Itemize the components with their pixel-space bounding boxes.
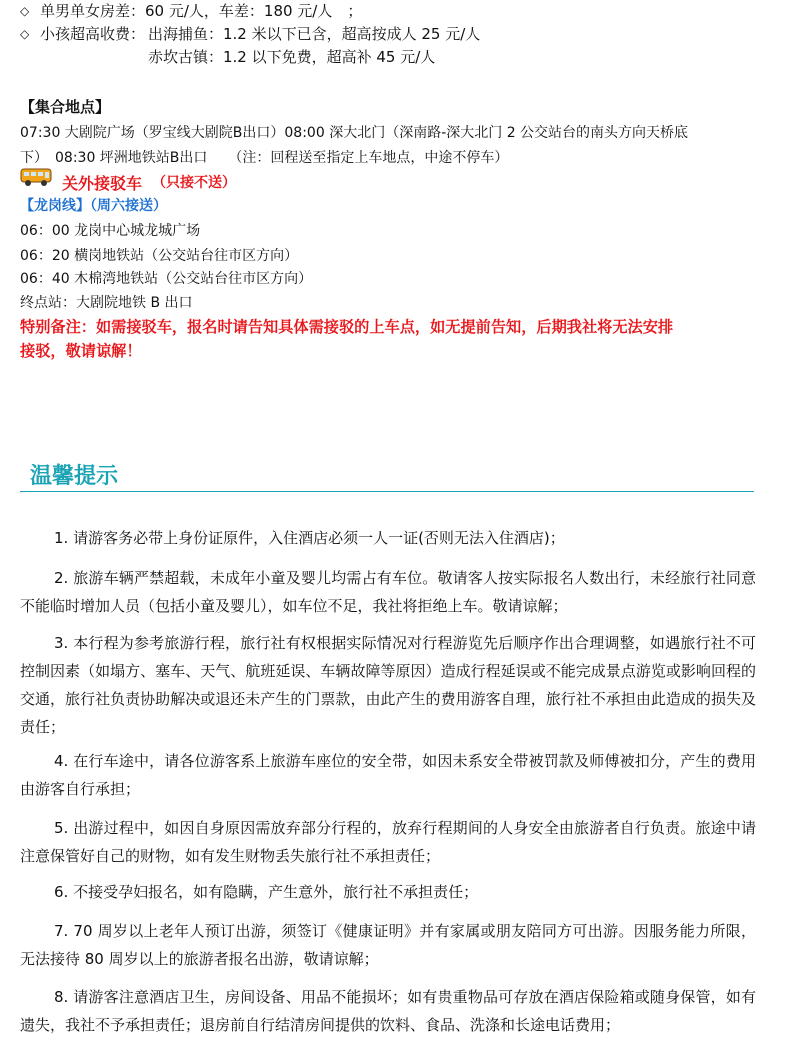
- tip-item: 3. 本行程为参考旅游行程，旅行社有权根据实际情况对行程游览先后顺序作出合理调整，如遇旅行社不可控制因素（如塌方、塞车、天气、航班延误、车辆故障等原因）造成行程延误或不能完成景点游览或影响回程的交通，旅行社负责协助解决或退还未产生的门票款，由此产生的费用游客自理，旅行社不承担由此造成的损失及责任；: [20, 634, 756, 736]
- tip-item: 4. 在行车途中，请各位游客系上旅游车座位的安全带，如因未系安全带被罚款及师傅被扣分，产生的费用由游客自行承担；: [20, 752, 756, 798]
- meeting-line1: 07:30 大剧院广场（罗宝线大剧院B出口）08:00 深大北门（深南路-深大北门 2 公交站台的南头方向天桥底: [20, 125, 689, 141]
- stop-item: 06：40 木棉湾地铁站（公交站台往市区方向）: [20, 271, 313, 287]
- shuttle-title: 关外接驳车: [62, 174, 143, 193]
- tip-item: 7. 70 周岁以上老年人预订出游，须签订《健康证明》并有家属或朋友陪同方可出游。因服务能力所限，无法接待 80 周岁以上的旅游者报名出游，敬请谅解；: [20, 922, 756, 968]
- tips-divider: [20, 491, 754, 492]
- special-remark-line1: 特别备注：如需接驳车，报名时请告知具体需接驳的上车点，如无提前告知，后期我社将无法安排: [20, 318, 674, 336]
- bus-icon: [20, 167, 52, 187]
- tip-item: 1. 请游客务必带上身份证原件，入住酒店必须一人一证(否则无法入住酒店)；: [54, 529, 565, 547]
- shuttle-note: （只接不送）: [152, 175, 236, 191]
- bullet-diamond-icon: ◇: [20, 4, 30, 18]
- tip-item: 5. 出游过程中，如因自身原因需放弃部分行程的，放弃行程期间的人身安全由旅游者自行负责。旅途中请注意保管好自己的财物，如有发生财物丢失旅行社不承担责任；: [20, 819, 756, 865]
- child-fee-line1: 出海捕鱼：1.2 米以下已含，超高按成人 25 元/人: [148, 25, 481, 43]
- tip-item: 8. 请游客注意酒店卫生，房间设备、用品不能损坏；如有贵重物品可存放在酒店保险箱或随身保管，如有遗失，我社不予承担责任；退房前自行结清房间提供的饮料、食品、洗涤和长途电话费用；: [20, 988, 756, 1034]
- route-title: 【龙岗线】（周六接送）: [20, 198, 167, 214]
- special-remark-line2: 接驳，敬请谅解！: [20, 342, 142, 360]
- bullet-diamond-icon: ◇: [20, 27, 30, 41]
- stop-item: 终点站：大剧院地铁 B 出口: [20, 295, 193, 311]
- tip-item: 2. 旅游车辆严禁超载，未成年小童及婴儿均需占有车位。敬请客人按实际报名人数出行，未经旅行社同意不能临时增加人员（包括小童及婴儿），如车位不足，我社将拒绝上车。敬请谅解；: [20, 569, 756, 615]
- child-fee-line2: 赤坎古镇：1.2 以下免费，超高补 45 元/人: [148, 48, 436, 66]
- single-room-diff: 单男单女房差：60 元/人，车差：180 元/人 ；: [40, 2, 363, 20]
- meeting-heading: 【集合地点】: [20, 98, 111, 116]
- tip-item: 6. 不接受孕妇报名，如有隐瞒，产生意外，旅行社不承担责任；: [54, 883, 479, 901]
- stop-item: 06：00 龙岗中心城龙城广场: [20, 223, 201, 239]
- stop-item: 06：20 横岗地铁站（公交站台往市区方向）: [20, 248, 299, 264]
- tips-title: 温馨提示: [30, 464, 119, 489]
- child-fee-prefix: 小孩超高收费：: [40, 25, 146, 43]
- meeting-line2: 下） 08:30 坪洲地铁站B出口 （注：回程送至指定上车地点，中途不停车）: [20, 150, 509, 166]
